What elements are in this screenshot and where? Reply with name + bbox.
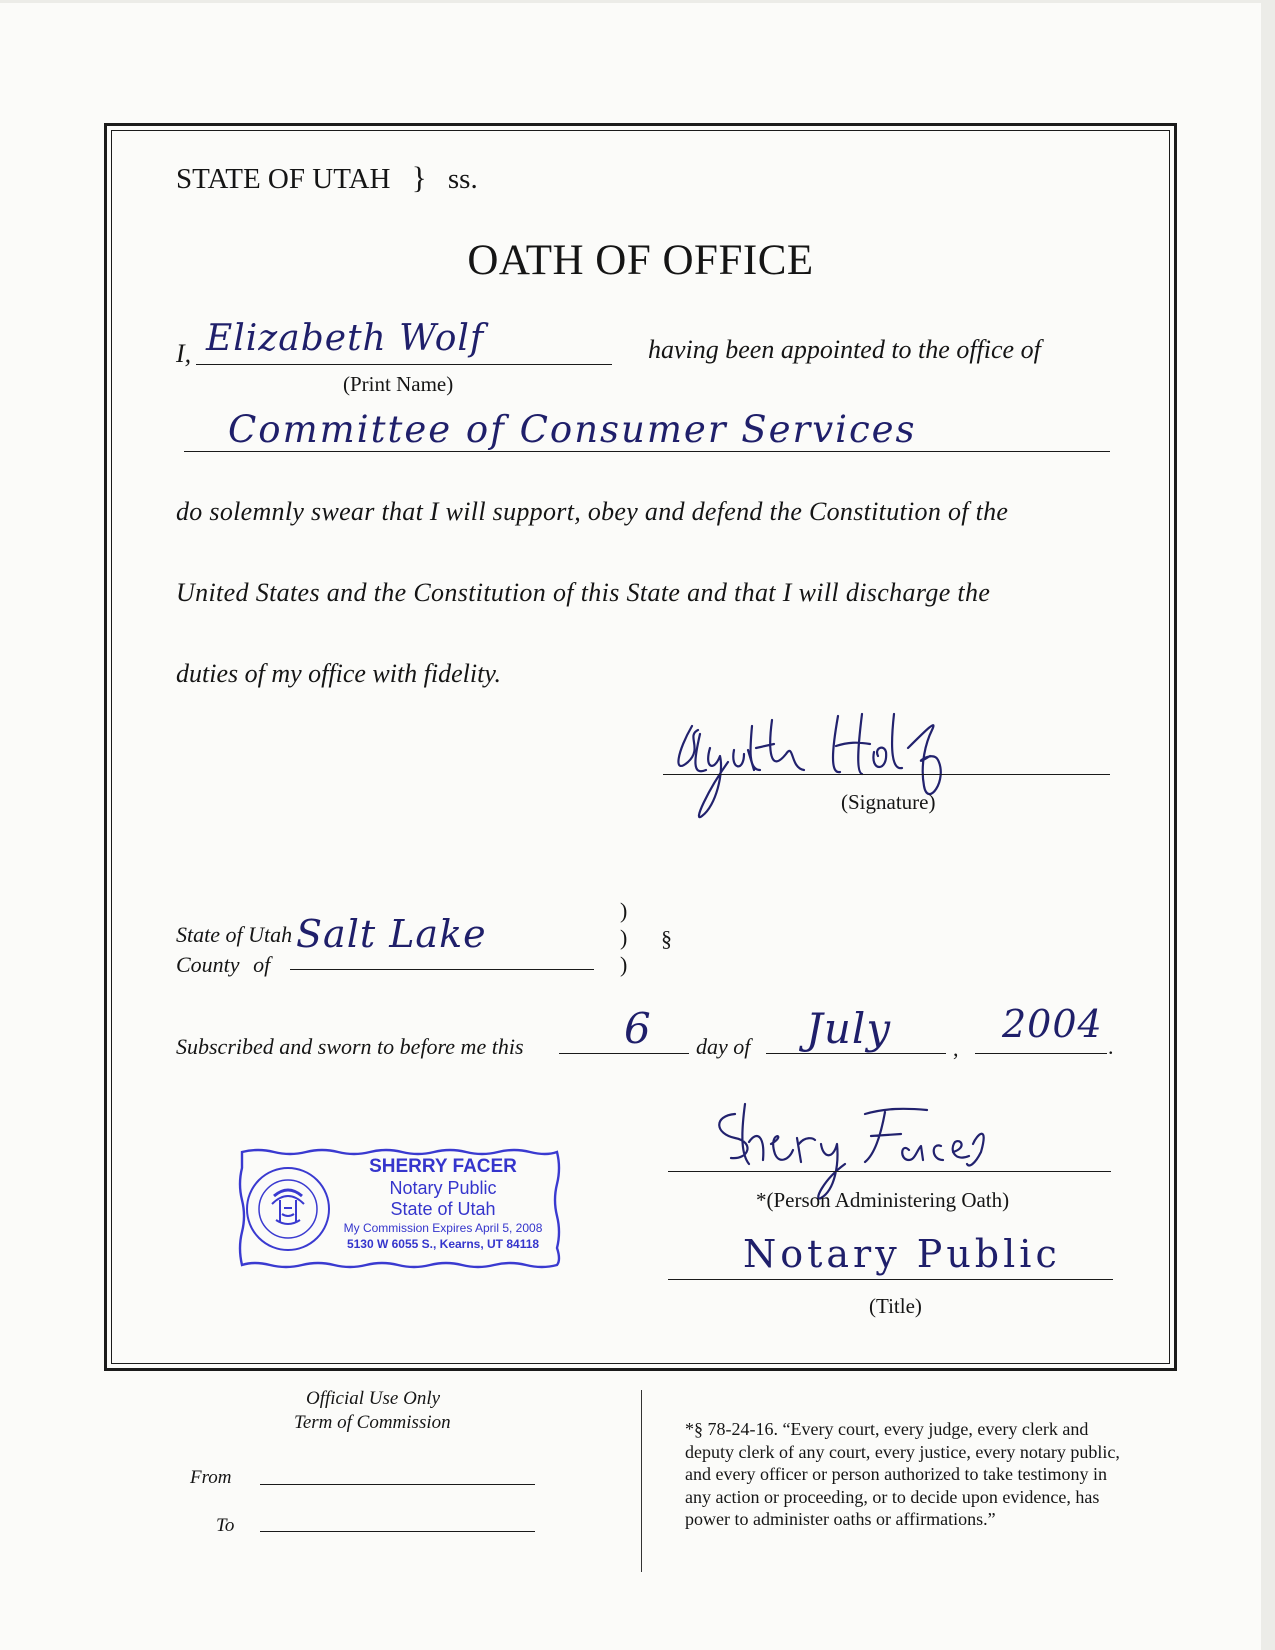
from-line bbox=[260, 1484, 535, 1485]
notary-title: Notary Public bbox=[389, 1178, 497, 1198]
to-line bbox=[260, 1531, 535, 1532]
administrator-caption: *(Person Administering Oath) bbox=[756, 1188, 1010, 1212]
venue-county-label bbox=[176, 952, 270, 978]
notary-stamp bbox=[238, 1148, 561, 1269]
notary-stamp-text bbox=[330, 1156, 556, 1252]
sworn-year-line bbox=[975, 1053, 1107, 1054]
venue-paren-3: ) bbox=[620, 952, 628, 977]
county-value: Salt Lake bbox=[296, 912, 487, 956]
from-label: From bbox=[190, 1467, 232, 1488]
statute-line-4: any action or proceeding, or to decide upon evidence, has bbox=[685, 1486, 1100, 1507]
statute-line-5: power to administer oaths or affirmations.” bbox=[685, 1509, 996, 1529]
office-value: Committee of Consumer Services bbox=[228, 408, 917, 451]
signature-line bbox=[663, 774, 1110, 775]
term-of-commission-heading: Term of Commission bbox=[294, 1412, 451, 1433]
administrator-title-value: Notary Public bbox=[743, 1232, 1061, 1276]
to-label: To bbox=[216, 1515, 235, 1536]
notary-commission: My Commission Expires April 5, 2008 bbox=[343, 1221, 543, 1235]
sworn-day-of: day of bbox=[696, 1034, 751, 1059]
administrator-line bbox=[668, 1171, 1111, 1172]
state-heading-ss: ss. bbox=[447, 163, 478, 195]
office-line bbox=[184, 451, 1110, 452]
state-heading-brace: } bbox=[411, 160, 427, 195]
oath-line-3: duties of my office with fidelity. bbox=[176, 659, 501, 688]
oath-line-1: do solemnly swear that I will support, obey and defend the Constitution of the bbox=[176, 497, 1009, 526]
venue-paren-2: ) bbox=[620, 925, 628, 950]
venue-paren-1: ) bbox=[620, 898, 628, 923]
sworn-month-line bbox=[766, 1053, 946, 1054]
sworn-comma: , bbox=[953, 1036, 959, 1061]
venue-section-mark: § bbox=[661, 926, 672, 951]
printed-name-line bbox=[196, 364, 612, 365]
statute-line-3: and every officer or person authorized to take testimony in bbox=[685, 1464, 1108, 1484]
sworn-month-value: July bbox=[806, 1004, 892, 1053]
state-heading-text: STATE OF UTAH bbox=[176, 163, 391, 195]
venue-county-text: County bbox=[176, 952, 240, 977]
appointment-prefix: I, bbox=[176, 339, 192, 368]
sworn-year-value: 2004 bbox=[1002, 1002, 1103, 1046]
document-title: OATH OF OFFICE bbox=[467, 237, 814, 284]
printed-name-value: Elizabeth Wolf bbox=[206, 318, 485, 359]
sworn-period: . bbox=[1108, 1034, 1114, 1059]
state-heading bbox=[176, 160, 478, 196]
sworn-prefix: Subscribed and sworn to before me this bbox=[176, 1034, 524, 1059]
venue-state-label: State of Utah bbox=[176, 922, 293, 947]
venue-of-text: of bbox=[253, 952, 271, 977]
footer-divider bbox=[641, 1390, 642, 1572]
oath-line-2: United States and the Constitution of this State and that I will discharge the bbox=[176, 578, 991, 607]
administrator-title-line bbox=[668, 1279, 1113, 1280]
printed-name-caption: (Print Name) bbox=[343, 372, 454, 396]
notary-state: State of Utah bbox=[390, 1199, 496, 1219]
notary-address: 5130 W 6055 S., Kearns, UT 84118 bbox=[346, 1237, 540, 1251]
appointed-text: having been appointed to the office of bbox=[648, 335, 1041, 364]
statute-line-2: deputy clerk of any court, every justice, every notary public, bbox=[685, 1441, 1120, 1462]
notary-name: SHERRY FACER bbox=[369, 1156, 517, 1177]
statute-text bbox=[685, 1418, 1120, 1531]
sworn-day-value: 6 bbox=[624, 1004, 652, 1053]
sworn-day-line bbox=[559, 1053, 689, 1054]
county-line bbox=[290, 969, 594, 970]
statute-line-1: *§ 78-24-16. “Every court, every judge, every clerk and bbox=[685, 1419, 1089, 1439]
official-use-heading: Official Use Only bbox=[306, 1388, 441, 1409]
signature-caption: (Signature) bbox=[841, 790, 936, 814]
officer-signature bbox=[648, 690, 1008, 830]
administrator-title-caption: (Title) bbox=[869, 1294, 922, 1318]
